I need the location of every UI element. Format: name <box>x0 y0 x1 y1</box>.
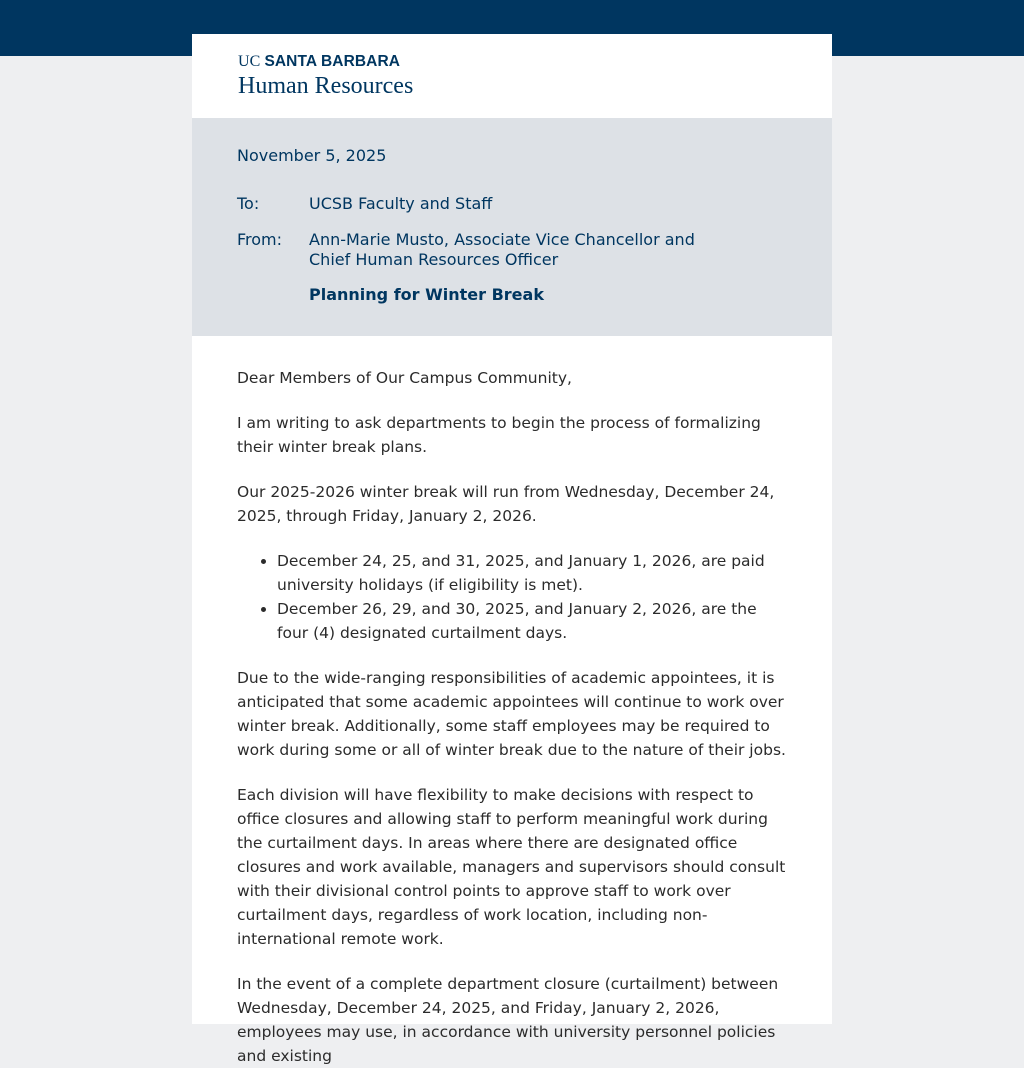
logo-department: Human Resources <box>238 73 414 99</box>
list-item: • December 26, 29, and 30, 2025, and January 2, 2026, are the four (4) designated curtailment days. <box>277 597 787 645</box>
brand-header <box>192 34 832 118</box>
email-card <box>192 34 832 1065</box>
to-value: UCSB Faculty and Staff <box>309 194 493 213</box>
ucsb-logo <box>238 53 400 71</box>
holiday-list <box>237 549 787 645</box>
paragraph-4: Each division will have flexibility to make decisions with respect to office closures and allowing staff to perform meaningful work during the curtailment days. In areas where there are designated office closures and work available, managers and supervisors should consult with their divisional control points to approve staff to work over curtailment days, regardless of work location, including non-international remote work. <box>237 786 786 948</box>
paragraph-3: Due to the wide-ranging responsibilities of academic appointees, it is anticipated that some academic appointees will continue to work over winter break. Additionally, some staff employees may be required to work during some or all of winter break due to the nature of their jobs. <box>237 669 786 759</box>
logo-uc: UC <box>238 53 261 70</box>
memo-header <box>192 118 832 336</box>
message-body <box>192 336 832 1068</box>
logo-santa-barbara: SANTA BARBARA <box>264 53 401 70</box>
memo-date: November 5, 2025 <box>237 146 387 165</box>
to-label: To: <box>237 194 260 213</box>
paragraph-2: Our 2025-2026 winter break will run from Wednesday, December 24, 2025, through Friday, January 2, 2026. <box>237 483 775 525</box>
greeting: Dear Members of Our Campus Community, <box>237 369 572 387</box>
from-value <box>309 230 695 270</box>
from-label: From: <box>237 230 283 249</box>
from-line-1: Ann-Marie Musto, Associate Vice Chancellor and <box>309 230 695 249</box>
memo-subject: Planning for Winter Break <box>309 285 544 304</box>
list-item: • December 24, 25, and 31, 2025, and January 1, 2026, are paid university holidays (if eligibility is met). <box>277 549 787 597</box>
paragraph-1: I am writing to ask departments to begin the process of formalizing their winter break plans. <box>237 414 761 456</box>
from-line-2: Chief Human Resources Officer <box>309 250 559 269</box>
paragraph-5: In the event of a complete department closure (curtailment) between Wednesday, December 24, 2025, and Friday, January 2, 2026, employees may use, in accordance with university personnel policies and existing <box>237 975 779 1065</box>
